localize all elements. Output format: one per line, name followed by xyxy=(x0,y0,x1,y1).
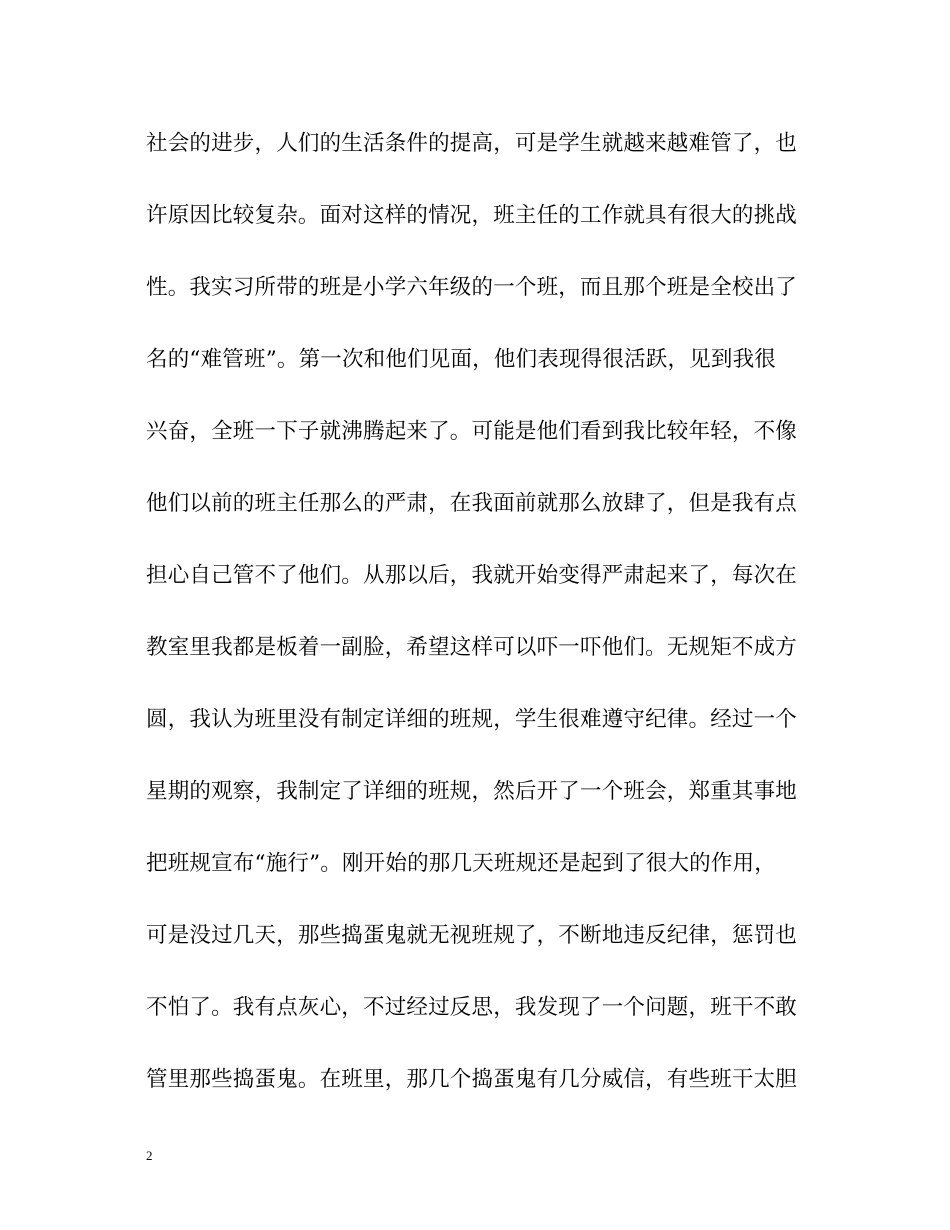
text-line-14: 管里那些捣蛋鬼。在班里，那几个捣蛋鬼有几分威信，有些班干太胆 xyxy=(146,1067,798,1092)
text-line-9: 圆，我认为班里没有制定详细的班规，学生很难遵守纪律。经过一个 xyxy=(146,707,798,732)
text-line-10: 星期的观察，我制定了详细的班规，然后开了一个班会，郑重其事地 xyxy=(146,779,798,804)
text-line-13: 不怕了。我有点灰心，不过经过反思，我发现了一个问题，班干不敢 xyxy=(146,995,798,1020)
text-line-12: 可是没过几天，那些捣蛋鬼就无视班规了，不断地违反纪律，惩罚也 xyxy=(146,923,798,948)
text-line-2: 许原因比较复杂。面对这样的情况，班主任的工作就具有很大的挑战 xyxy=(146,203,798,228)
text-line-8: 教室里我都是板着一副脸，希望这样可以吓一吓他们。无规矩不成方 xyxy=(146,635,798,660)
text-line-3: 性。我实习所带的班是小学六年级的一个班，而且那个班是全校出了 xyxy=(146,275,798,300)
text-line-6: 他们以前的班主任那么的严肃，在我面前就那么放肆了，但是我有点 xyxy=(146,491,798,516)
text-line-4: 名的“难管班”。第一次和他们见面，他们表现得很活跃，见到我很 xyxy=(146,347,776,372)
text-line-5: 兴奋，全班一下子就沸腾起来了。可能是他们看到我比较年轻，不像 xyxy=(146,419,798,444)
text-line-7: 担心自己管不了他们。从那以后，我就开始变得严肃起来了，每次在 xyxy=(146,563,798,588)
page-number: 2 xyxy=(146,1148,153,1163)
text-line-11: 把班规宣布“施行”。刚开始的那几天班规还是起到了很大的作用， xyxy=(146,851,776,876)
text-line-1: 社会的进步，人们的生活条件的提高，可是学生就越来越难管了，也 xyxy=(146,131,798,156)
